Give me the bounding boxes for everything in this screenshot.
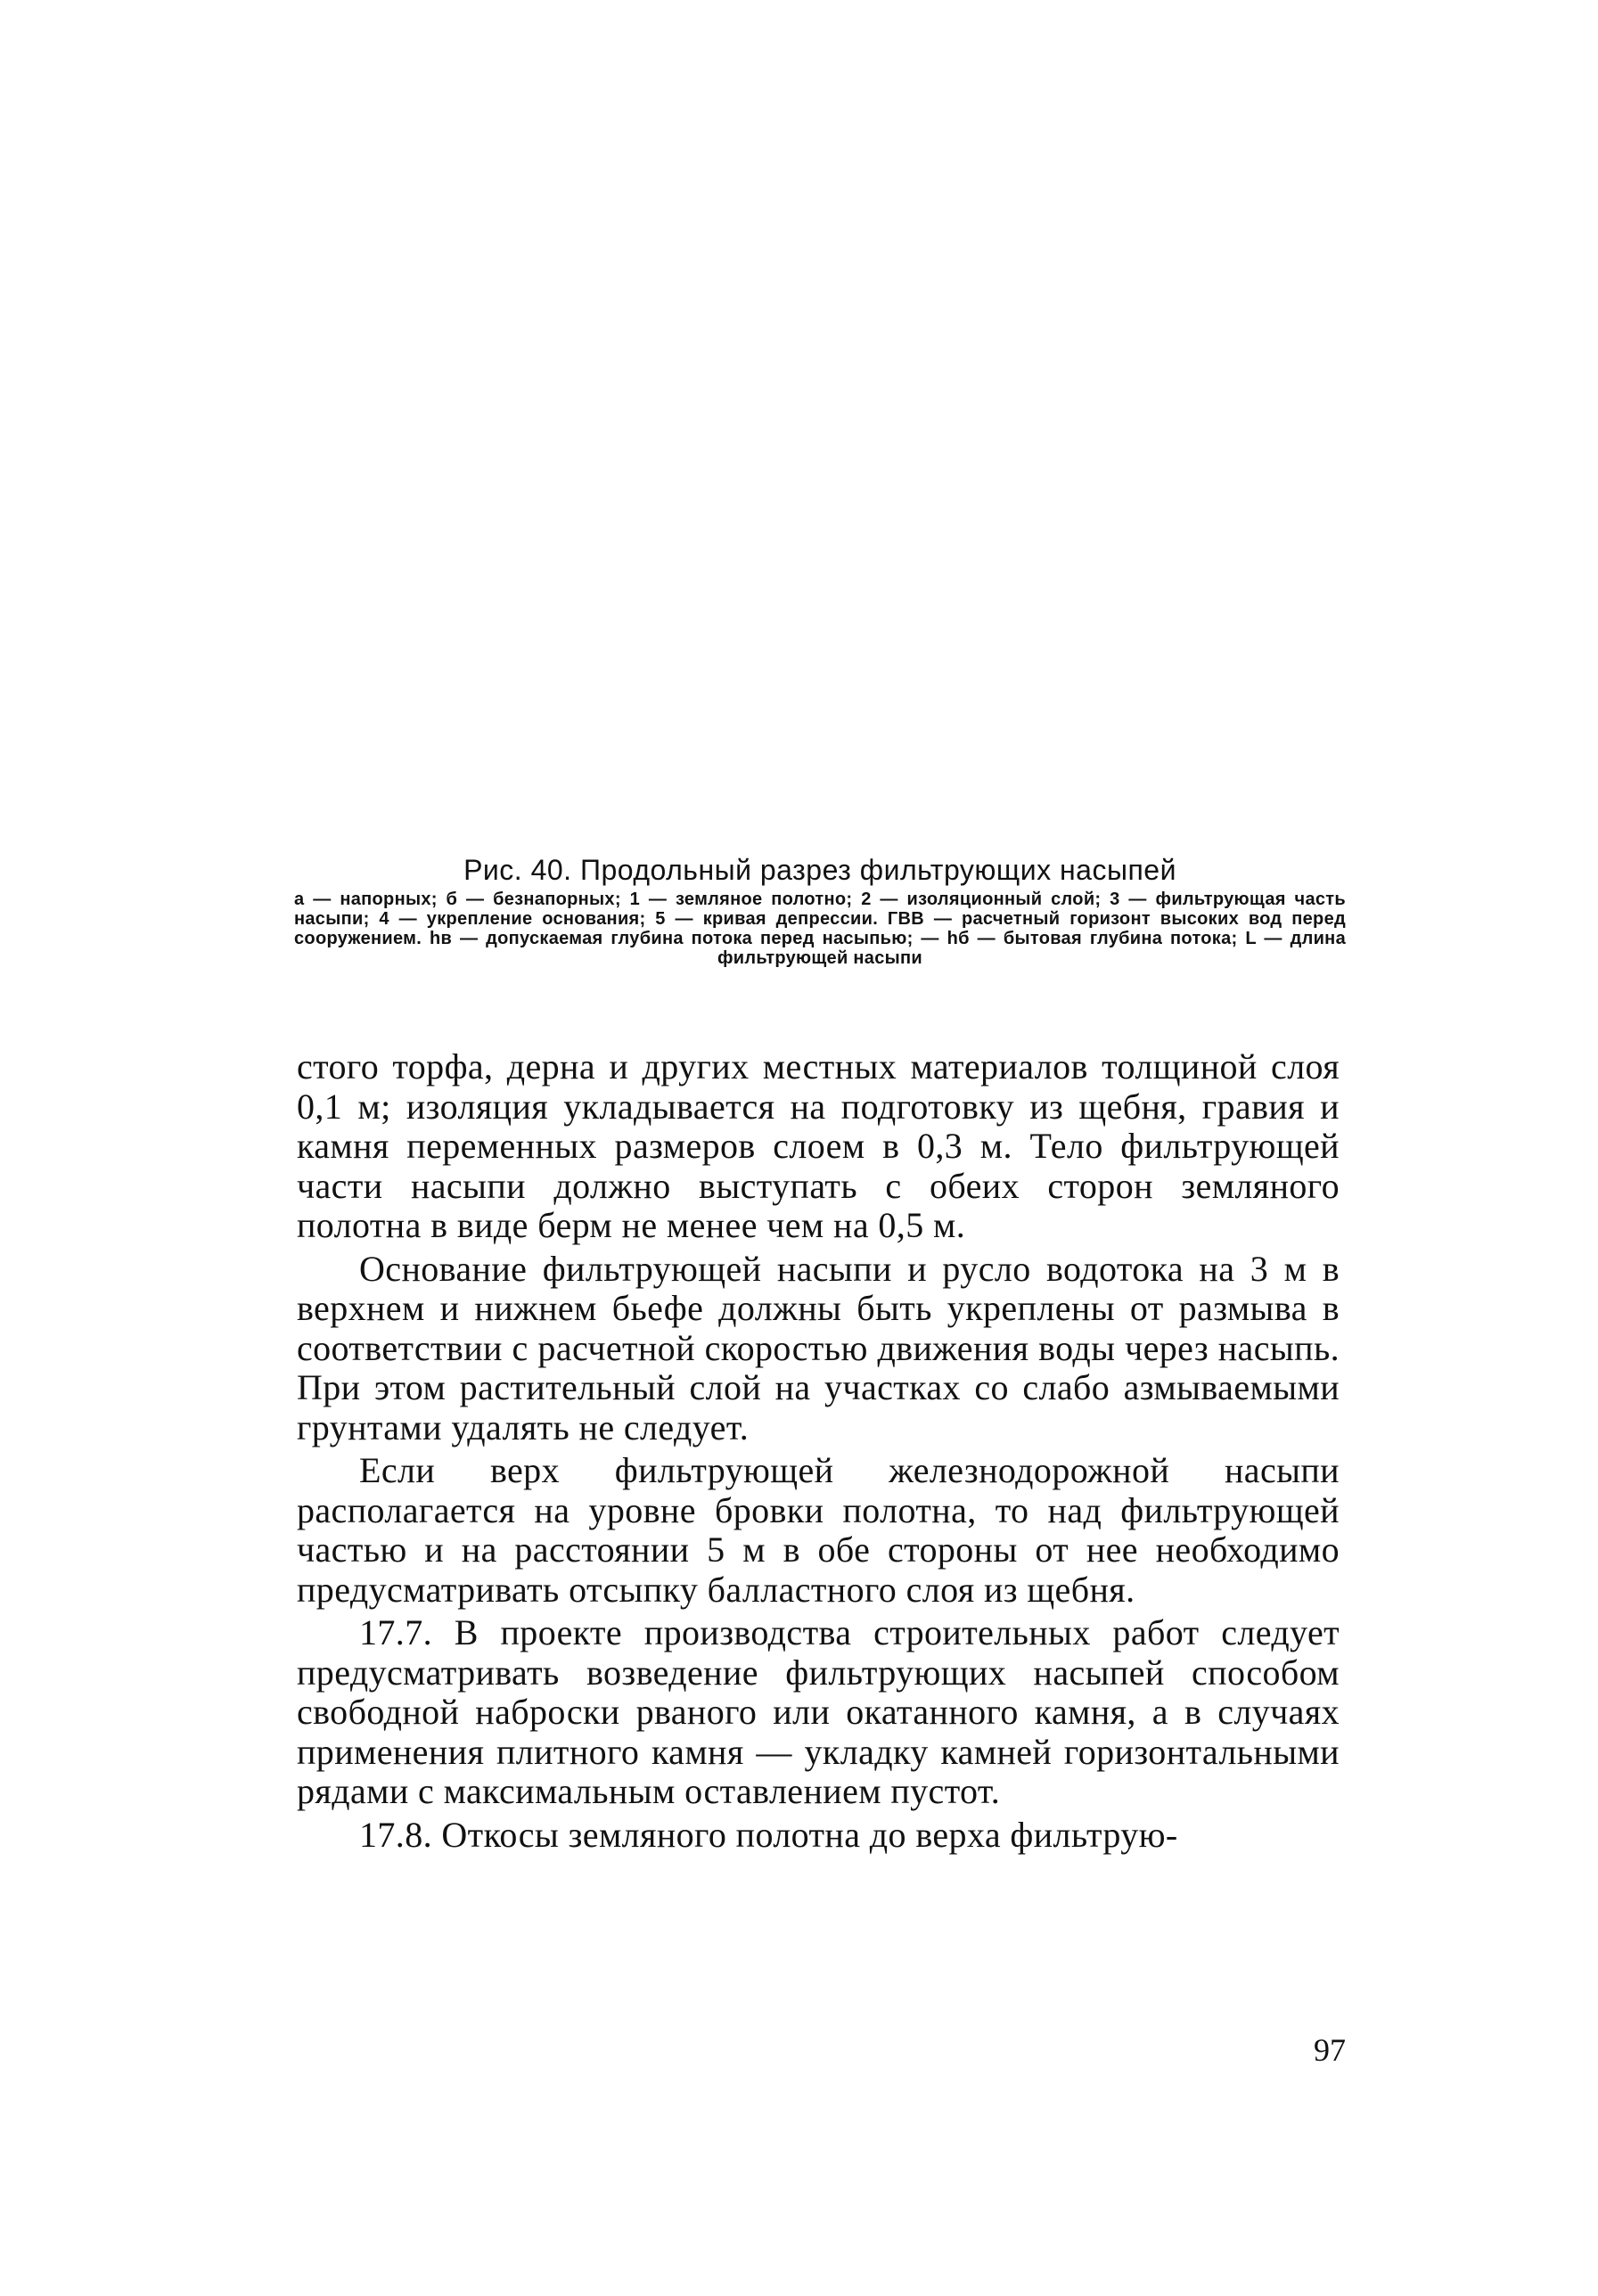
paragraph: 17.8. Откосы земляного полотна до верха фильтрую-: [359, 1814, 1178, 1855]
caption-legend: а — напорных; б — безнапорных; 1 — земляное полотно; 2 — изоляционный слой; 3 — фильтрующая часть насыпи; 4 — укрепление основания; 5 — кривая депрессии. ГВВ — расчетный горизонт высоких вод перед сооружением. hв — допускаемая глубина потока перед насыпью; — hб — бытовая глубина потока; L — длина фильтрующей насыпи: [294, 890, 1346, 968]
body-text: [297, 1047, 1340, 1858]
figure-area: [339, 267, 1301, 802]
caption-title: Рис. 40. Продольный разрез фильтрующих насыпей: [463, 854, 1176, 886]
paragraph: 17.7. В проекте производства строительных работ следует предусматривать возведение фильтрующих насыпей способом свободной наброски рваного или окатанного камня, а в случаях применения плитного камня — укладку камней горизонтальными рядами с максимальным оставлением пустот.: [297, 1612, 1340, 1811]
paragraph: стого торфа, дерна и других местных материалов толщиной слоя 0,1 м; изоляция укладывается на подготовку из щебня, гравия и камня переменных размеров слоем в 0,3 м. Тело фильтрующей части насыпи должно выступать с обеих сторон земляного полотна в виде берм не менее чем на 0,5 м.: [297, 1046, 1340, 1245]
page-number: 97: [1314, 2032, 1346, 2068]
paragraph: Если верх фильтрующей железнодорожной насыпи располагается на уровне бровки полотна, то над фильтрующей частью и на расстоянии 5 м в обе стороны от нее необходимо предусматривать отсыпку балластного слоя из щебня.: [297, 1450, 1340, 1610]
paragraph: Основание фильтрующей насыпи и русло водотока на 3 м в верхнем и нижнем бьефе должны быть укреплены от размыва в соответствии с расчетной скоростью движения воды через насыпь. При этом растительный слой на участках со слабо азмываемыми грунтами удалять не следует.: [297, 1248, 1340, 1447]
figure-caption: [294, 854, 1346, 968]
